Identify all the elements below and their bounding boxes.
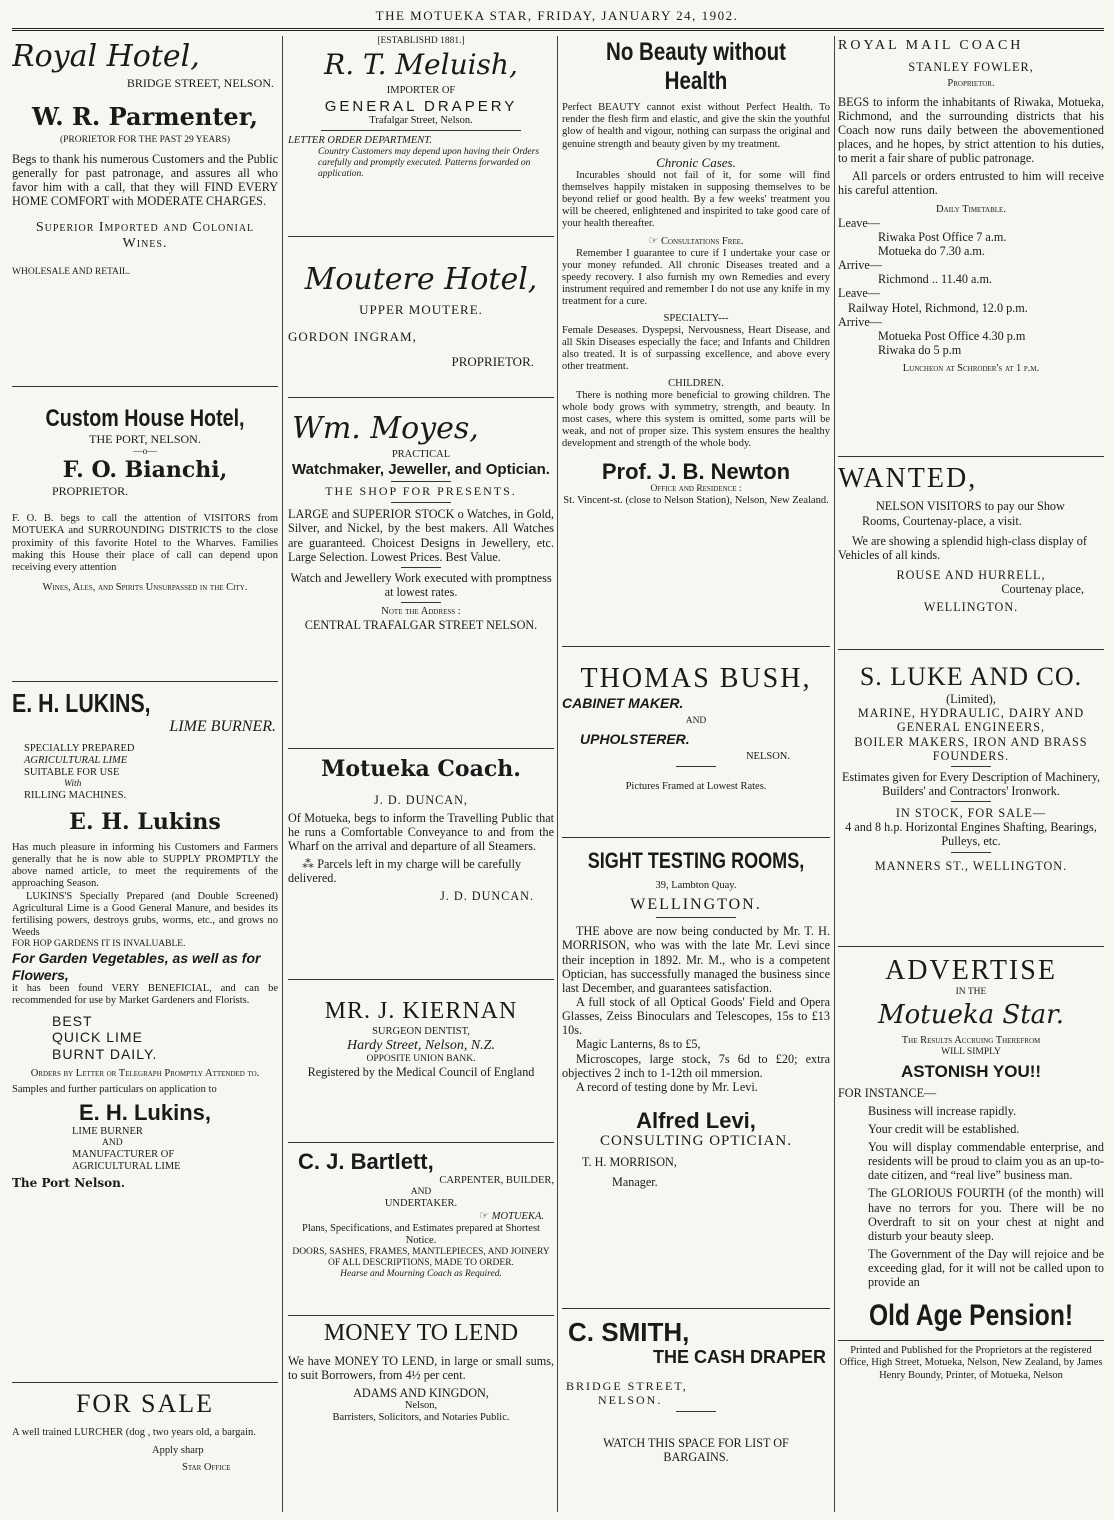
proprietor-name: F. O. Bianchi, bbox=[62, 456, 228, 483]
location-line: NELSON. bbox=[745, 750, 790, 762]
trade-line: LIME BURNER. bbox=[169, 718, 276, 736]
astonish-line: ASTONISH YOU!! bbox=[900, 1061, 1042, 1081]
lime-line: BURNT DAILY. bbox=[52, 1045, 158, 1062]
lime-line: BEST bbox=[52, 1013, 93, 1030]
city-line: WELLINGTON. bbox=[923, 600, 1019, 615]
column-rule bbox=[557, 36, 558, 1512]
ad-title: MR. J. KIERNAN bbox=[324, 998, 518, 1024]
ad-title: Motueka Coach. bbox=[321, 756, 521, 782]
established-line: [ESTABLISHD 1881.] bbox=[377, 36, 465, 46]
ad-body: All parcels or orders entrusted to him will receive his careful attention. bbox=[838, 169, 1104, 198]
trade-line: CABINET MAKER. bbox=[562, 695, 684, 712]
timetable-row: Richmond .. 11.40 a.m. bbox=[878, 272, 992, 287]
ad-title: Moutere Hotel, bbox=[304, 262, 538, 297]
ad-body: Country Customers may depend upon having their Orders carefully and promptly executed. Patterns forwarded on application. bbox=[318, 147, 540, 180]
trade-line: UNDERTAKER. bbox=[384, 1197, 458, 1209]
ad-royal-hotel bbox=[12, 36, 278, 386]
proprietor-name: E. H. Lukins bbox=[69, 809, 221, 836]
column-rule bbox=[282, 36, 283, 1512]
column-2 bbox=[288, 36, 554, 1512]
ad-body: A well trained LURCHER (dog , two years old, a bargain. bbox=[12, 1427, 256, 1439]
ad-body: Has much pleasure in informing his Customers and Farmers generally that he is now able to SUPPLY PROMPTLY the above named article, to meet the requirements of the approaching Season. bbox=[12, 841, 278, 890]
notice-line: AND bbox=[102, 1137, 123, 1148]
frames-line: Pictures Framed at Lowest Rates. bbox=[625, 781, 767, 793]
column-3 bbox=[562, 36, 830, 1512]
city-line: WELLINGTON. bbox=[630, 895, 762, 913]
ad-wanted bbox=[838, 457, 1104, 649]
section-heading: Chronic Cases. bbox=[656, 154, 736, 170]
ad-thomas-bush bbox=[562, 647, 830, 837]
timetable-row: Riwaka Post Office 7 a.m. bbox=[878, 229, 1007, 244]
pointing-hand-icon: ☞ bbox=[648, 233, 659, 247]
luncheon-line: Luncheon at Schroder's at 1 p.m. bbox=[902, 363, 1040, 375]
role-line: Barristers, Solicitors, and Notaries Public. bbox=[332, 1412, 510, 1424]
ad-c-smith bbox=[562, 1309, 830, 1509]
trade-line: SURGEON DENTIST, bbox=[372, 1025, 470, 1037]
proprietor-role: PROPRIETOR. bbox=[451, 353, 534, 369]
ad-body: Perfect BEAUTY cannot exist without Perfect Health. To render the flesh firm and elastic, and give the skin the youthful glow of health and vigour, nothing can surpass the original and genuine strength and beauty given by my treatment. bbox=[562, 102, 830, 150]
ad-body: BEGS to inform the inhabitants of Riwaka, Motueka, Richmond, and the surrounding districts that his Coach now runs daily between the abovementioned places, and he hopes, by strict attention to his duties, to merit a fair share of public patronage. bbox=[838, 94, 1104, 166]
in-the-line: IN THE bbox=[955, 987, 987, 998]
timetable-row: Motueka do 7.30 a.m. bbox=[878, 243, 985, 258]
registration-line: Registered by the Medical Council of England bbox=[307, 1065, 535, 1080]
paper-name: Motueka Star. bbox=[878, 1000, 1064, 1031]
location-line: Nelson, bbox=[404, 1400, 438, 1412]
ad-title: R. T. Meluish, bbox=[324, 48, 518, 82]
address: MANNERS ST., WELLINGTON. bbox=[874, 858, 1068, 873]
notice-line: MANUFACTURER OF bbox=[72, 1148, 175, 1160]
ad-title: Custom House Hotel, bbox=[45, 405, 245, 432]
section-heading: CHILDREN. bbox=[668, 377, 724, 389]
proprietor-name: E. H. Lukins, bbox=[78, 1100, 212, 1126]
timetable-row: Riwaka do 5 p.m bbox=[878, 342, 962, 357]
heading-text: Consultations Free. bbox=[660, 235, 744, 247]
ad-title: ADVERTISE bbox=[885, 955, 1057, 986]
trade-line: BOILER MAKERS, IRON AND BRASS FOUNDERS. bbox=[854, 734, 1088, 763]
ad-body: A full stock of all Optical Goods' Field and Opera Glasses, Zeiss Binoculars and Telescopes, 15s to £13 10s. bbox=[562, 994, 830, 1038]
imprint: Printed and Published for the Proprietors at the registered Office, High Street, Motueka, Nelson, New Zealand, by James Henry Boundy, Printer, of Motueka, Nelson bbox=[839, 1345, 1103, 1381]
masthead: THE MOTUEKA STAR, FRIDAY, JANUARY 24, 1902. bbox=[375, 8, 739, 23]
column-4 bbox=[838, 36, 1104, 1512]
address: Courtenay place, bbox=[1001, 582, 1084, 597]
proprietor-role: Proprietor. bbox=[947, 78, 995, 90]
trade-line: PRACTICAL bbox=[391, 448, 451, 460]
benefit-item: You will display commendable enterprise, and residents will be proud to claim you as an up-to-date citizen, and “real live” business man. bbox=[868, 1139, 1104, 1183]
proprietor-tenure: (PRORIETOR FOR THE PAST 29 YEARS) bbox=[59, 134, 231, 145]
office-line: Office and Residence : bbox=[650, 484, 742, 495]
instance-heading: FOR INSTANCE— bbox=[838, 1085, 937, 1100]
address: BRIDGE STREET, bbox=[566, 1379, 688, 1394]
ltd-line: (Limited), bbox=[946, 692, 996, 707]
ad-body: DOORS, SASHES, FRAMES, MANTLEPIECES, AND JOINERY OF ALL DESCRIPTIONS, MADE TO ORDER. bbox=[292, 1247, 550, 1269]
ad-title: Royal Hotel, bbox=[12, 39, 200, 74]
proprietor-name: GORDON INGRAM, bbox=[288, 328, 417, 344]
ad-title: WANTED, bbox=[838, 463, 978, 494]
trade-line: UPHOLSTERER. bbox=[580, 730, 690, 747]
hearse-line: Hearse and Mourning Coach as Required. bbox=[340, 1269, 502, 1280]
trade-line: Watchmaker, Jeweller, and Optician. bbox=[292, 460, 550, 478]
landmark-line: OPPOSITE UNION BANK. bbox=[366, 1054, 476, 1065]
results-line: The Results Accruing Therefrom bbox=[901, 1034, 1041, 1046]
ad-title: THOMAS BUSH, bbox=[580, 663, 812, 694]
lime-line: QUICK LIME bbox=[52, 1029, 143, 1046]
ad-body: THE above are now being conducted by Mr. T. H. MORRISON, who was with the late Mr. Levi since their inception in 1892. Mr. M., who is a competent Optician, has successfully managed the business since last December, and guarantees satisfaction. bbox=[562, 924, 830, 995]
stock-line: 4 and 8 h.p. Horizontal Engines Shafting, Bearings, Pulleys, etc. bbox=[845, 820, 1097, 849]
pointing-hand-icon: ☞ bbox=[479, 1208, 490, 1222]
trade-line: WHOLESALE AND RETAIL. bbox=[12, 266, 131, 277]
location-text: MOTUEKA. bbox=[491, 1210, 544, 1222]
ad-body: Remember I guarantee to cure if I undertake your case or your money refunded. All chronic Diseases treated and a speedy recovery. I also furnish my own Remedies and every instrument required and remember I do not use any knife in my treatment for a cure. bbox=[562, 247, 830, 308]
ad-sight-testing bbox=[562, 838, 830, 1308]
ad-moyes bbox=[288, 398, 554, 748]
ad-title: E. H. LUKINS, bbox=[12, 688, 151, 718]
ad-body: LUKINS'S Specially Prepared (and Double Screened) Agricultural Lime is a Good General Manure, and besides its fertilising powers, destroys grubs, worms, etc., and grows no Weeds bbox=[12, 890, 278, 939]
ad-body: Of Motueka, begs to inform the Travelling Public that he runs a Comfortable Conveyance to and from the Wharf on the arrival and departure of all Steamers. bbox=[288, 810, 554, 853]
ad-title: MONEY TO LEND bbox=[323, 1320, 519, 1346]
ad-kiernan bbox=[288, 980, 554, 1142]
ad-title: FOR SALE bbox=[75, 1389, 215, 1418]
optician-name: Alfred Levi, bbox=[636, 1107, 756, 1133]
stock-heading: IN STOCK, FOR SALE— bbox=[895, 806, 1047, 821]
proprietor-name: J. D. DUNCAN, bbox=[374, 792, 468, 807]
column-1 bbox=[12, 36, 278, 1512]
proprietor-name: W. R. Parmenter, bbox=[32, 101, 258, 131]
separator: —o— bbox=[133, 446, 157, 457]
pension-headline: Old Age Pension! bbox=[868, 1299, 1074, 1333]
address: NELSON. bbox=[598, 1392, 663, 1407]
ad-title: ROYAL MAIL COACH bbox=[838, 38, 1024, 53]
trade-line: AND bbox=[685, 715, 707, 726]
slogan-line: THE SHOP FOR PRESENTS. bbox=[325, 484, 517, 499]
masthead-rule bbox=[12, 28, 1104, 31]
apply-line: Apply sharp bbox=[152, 1445, 204, 1457]
ad-body: A record of testing done by Mr. Levi. bbox=[576, 1079, 758, 1094]
ad-meluish bbox=[288, 36, 554, 236]
timetable-label: Leave— bbox=[838, 286, 880, 301]
ad-newton bbox=[562, 36, 830, 646]
orders-line: Orders by Letter or Telegraph Promptly Attended to. bbox=[30, 1067, 260, 1079]
signature: J. D. DUNCAN. bbox=[440, 889, 534, 904]
trade-line: MARINE, HYDRAULIC, DAIRY AND GENERAL ENGINEERS, bbox=[857, 706, 1085, 735]
practitioner-name: Prof. J. B. Newton bbox=[601, 458, 791, 484]
address: Hardy Street, Nelson, N.Z. bbox=[347, 1038, 495, 1053]
timetable-row: Railway Hotel, Richmond, 12.0 p.m. bbox=[848, 300, 1028, 315]
address: Trafalgar Street, Nelson. bbox=[369, 115, 473, 127]
ad-body: Samples and further particulars on application to bbox=[12, 1084, 217, 1095]
notice-line: RILLING MACHINES. bbox=[24, 790, 127, 802]
ad-body: Microscopes, large stock, 7s 6d to £20; extra objectives 2 inch to 1-12th oil mmersion. bbox=[562, 1051, 830, 1080]
results-line: WILL SIMPLY bbox=[941, 1046, 1001, 1057]
section-heading bbox=[562, 235, 830, 248]
ad-title: No Beauty without Health bbox=[606, 38, 786, 95]
trade-line: GENERAL DRAPERY bbox=[324, 97, 518, 115]
benefit-item: The Government of the Day will rejoice and be exceeding glad, for it will not be called upon to provide an bbox=[868, 1246, 1104, 1290]
department-line: LETTER ORDER DEPARTMENT. bbox=[288, 135, 432, 147]
ad-title: C. SMITH, bbox=[568, 1317, 690, 1347]
ad-money-to-lend bbox=[288, 1316, 554, 1470]
timetable-heading: Daily Timetable. bbox=[936, 203, 1006, 215]
manager-name: T. H. MORRISON, bbox=[582, 1154, 677, 1169]
ad-body: ⁂ Parcels left in my charge will be carefully delivered. bbox=[288, 857, 522, 886]
proprietor-name: STANLEY FOWLER, bbox=[908, 60, 1034, 75]
firm-name: ADAMS AND KINGDON, bbox=[353, 1386, 489, 1401]
office-line: Star Office bbox=[182, 1461, 231, 1473]
ad-for-sale bbox=[12, 1383, 278, 1512]
manager-role: Manager. bbox=[612, 1174, 658, 1189]
address: 39, Lambton Quay. bbox=[655, 879, 737, 891]
ad-body: F. O. B. begs to call the attention of VISITORS from MOTUEKA and SURROUNDING DISTRICTS to the close proximity of this favorite Hotel to the Wharves. Families making this House their place of call can depend upon receiving every attention bbox=[12, 513, 278, 573]
location-line: The Port Nelson. bbox=[12, 1176, 126, 1191]
estimate-line: Estimates given for Every Description of Machinery, bbox=[841, 769, 1101, 784]
notice-line: AGRICULTURAL LIME bbox=[24, 754, 128, 766]
ad-bartlett bbox=[288, 1143, 554, 1315]
ad-body: Watch and Jewellery Work executed with promptness at lowest rates. bbox=[290, 570, 552, 599]
ad-body: Begs to thank his numerous Customers and the Public generally for past patronage, and assures all who favor him with a call, that they will FIND EVERY HOME COMFORT with MODERATE CHARGES. bbox=[12, 151, 278, 208]
notice-line: With bbox=[64, 779, 82, 790]
ad-body: We are showing a splendid high-class display of Vehicles of all kinds. bbox=[838, 533, 1087, 562]
ad-body: We have MONEY TO LEND, in large or small sums, to suit Borrowers, from 4½ per cent. bbox=[288, 1353, 554, 1382]
benefit-item: The GLORIOUS FOURTH (of the month) will have no terrors for you. There will be no Overdraft to sit on your chest at night and disturb your beauty sleep. bbox=[868, 1186, 1104, 1243]
ad-title: SIGHT TESTING ROOMS, bbox=[587, 848, 805, 873]
benefit-item: Your credit will be established. bbox=[868, 1121, 1020, 1136]
ad-body: Female Deseases. Dyspepsi, Nervousness, Heart Disease, and all Skin Diseases especially the face; and Infants and Children also treated. It is of surpassing excellence, and above every other treatment. bbox=[562, 324, 830, 373]
section-heading: SPECIALTY--- bbox=[663, 312, 729, 324]
trade-line: IMPORTER OF bbox=[386, 85, 456, 97]
timetable-row: Motueka Post Office 4.30 p.m bbox=[878, 328, 1026, 343]
address: UPPER MOUTERE. bbox=[359, 301, 483, 317]
ad-body: Plans, Specifications, and Estimates prepared at Shortest Notice. bbox=[302, 1223, 540, 1247]
trade-line: CARPENTER, BUILDER, bbox=[439, 1174, 554, 1186]
timetable-label: Arrive— bbox=[838, 258, 882, 273]
ad-body: NELSON VISITORS to pay our Show Rooms, Courtenay-place, a visit. bbox=[862, 499, 1065, 528]
address: St. Vincent-st. (close to Nelson Station), Nelson, New Zealand. bbox=[563, 495, 829, 507]
ad-royal-mail-coach bbox=[838, 36, 1104, 456]
ad-custom-house-hotel bbox=[12, 387, 278, 681]
trade-line: AND bbox=[410, 1186, 432, 1197]
ad-body: Incurables should not fail of it, for some will find themselves happily mistaken in supposing themselves to be beyond relief or good health. By a few weeks' treatment you will be cheered, enlightened and inspirited to take good care of your health thereafter. bbox=[562, 169, 830, 230]
notice-line: AGRICULTURAL LIME bbox=[72, 1161, 181, 1173]
ad-body: it has been found VERY BENEFICIAL, and can be recommended for use by Market Gardeners and Florists. bbox=[12, 982, 278, 1006]
ad-lukins bbox=[12, 682, 278, 1382]
proprietor-role: PROPRIETOR. bbox=[52, 484, 129, 499]
notice-line: SPECIALLY PREPARED bbox=[24, 742, 135, 754]
timetable-label: Arrive— bbox=[838, 314, 882, 329]
address: THE PORT, NELSON. bbox=[89, 431, 201, 446]
ad-s-luke bbox=[838, 650, 1104, 946]
watch-line: WATCH THIS SPACE FOR LIST OF BARGAINS. bbox=[603, 1435, 789, 1464]
notice-line: SUITABLE FOR USE bbox=[24, 767, 120, 779]
ad-title: S. LUKE AND CO. bbox=[859, 662, 1083, 691]
ad-title: C. J. Bartlett, bbox=[298, 1149, 434, 1174]
benefit-item: Business will increase rapidly. bbox=[868, 1103, 1017, 1118]
address: CENTRAL TRAFALGAR STREET NELSON. bbox=[304, 618, 538, 633]
ad-body: LARGE and SUPERIOR STOCK o Watches, in Gold, Silver, and Nickel, by the best makers. All Watches are guaranteed. Choicest Designs in Jewellery, etc. Large Selection. Lowest Prices. Best Value. bbox=[288, 507, 554, 564]
builders-line: Builders' and Contractors' Ironwork. bbox=[882, 784, 1060, 798]
ad-advertise bbox=[838, 947, 1104, 1512]
highlight-line: For Garden Vegetables, as well as for Flowers, bbox=[12, 950, 261, 983]
notice-line: LIME BURNER bbox=[72, 1125, 143, 1137]
ad-body: Magic Lanterns, 8s to £5, bbox=[576, 1037, 701, 1052]
role-line: CONSULTING OPTICIAN. bbox=[600, 1133, 792, 1150]
firm-name: ROUSE AND HURRELL, bbox=[896, 568, 1046, 583]
column-rule bbox=[834, 36, 835, 1512]
ad-moutere-hotel bbox=[288, 237, 554, 397]
ad-body: There is nothing more beneficial to growing children. The whole body grows with symmetry, strength, and beauty. In most cases, where this system is omitted, some parts will be weak, and not of proper size. This system ensures the healthy development and strength of the whole body. bbox=[562, 389, 830, 450]
subtitle: THE CASH DRAPER bbox=[652, 1347, 826, 1368]
location-line bbox=[288, 1210, 554, 1223]
ad-motueka-coach bbox=[288, 749, 554, 979]
notice-line: FOR HOP GARDENS IT IS INVALUABLE. bbox=[12, 939, 186, 950]
address: BRIDGE STREET, NELSON. bbox=[126, 75, 274, 90]
note-line: Note the Address : bbox=[381, 606, 461, 618]
timetable-label: Leave— bbox=[838, 215, 880, 230]
ad-title: Wm. Moyes, bbox=[292, 411, 479, 446]
wines-line: Superior Imported and Colonial Wines. bbox=[35, 220, 255, 252]
wines-line: Wines, Ales, and Spirits Unsurpassed in the City. bbox=[42, 582, 248, 594]
